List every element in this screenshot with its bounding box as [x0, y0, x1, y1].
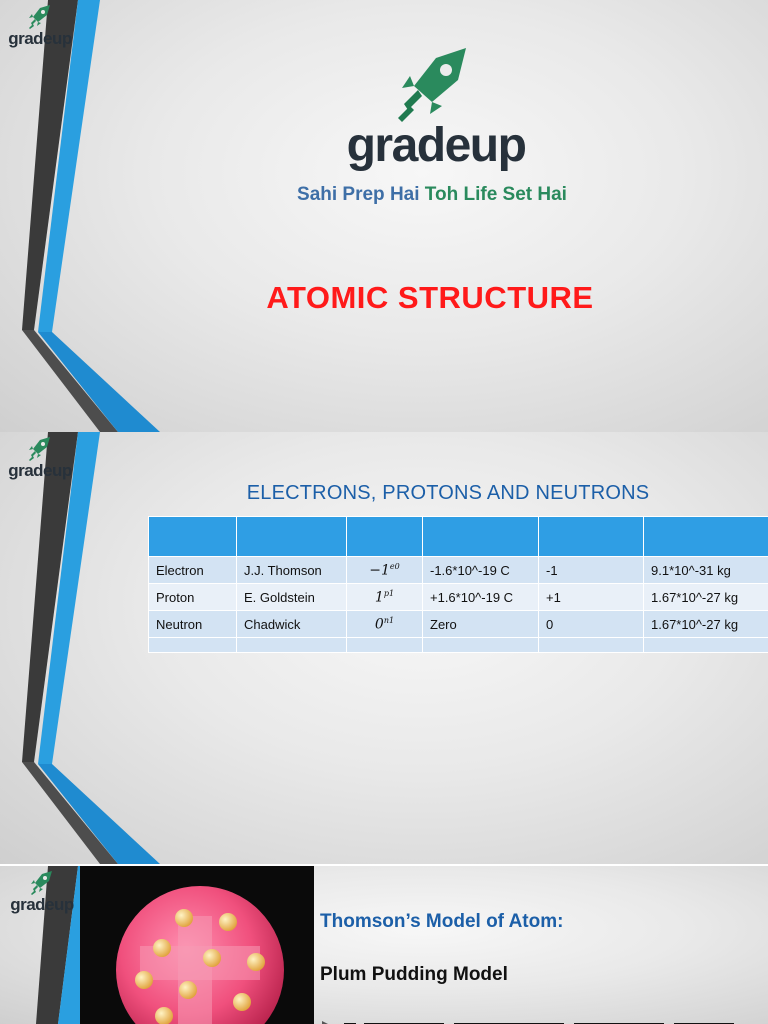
particle-symbol: $-1^{e0}$ — [347, 557, 423, 584]
rocket-icon — [28, 436, 52, 462]
title-slide — [0, 0, 768, 432]
tagline — [240, 184, 624, 206]
relative-charge: 0 — [539, 611, 644, 638]
rocket-icon — [28, 4, 52, 30]
corner-logo — [6, 436, 74, 480]
discoverer: Chadwick — [237, 611, 347, 638]
discoverer: J.J. Thomson — [237, 557, 347, 584]
particle-symbol: $0^{n1}$ — [347, 611, 423, 638]
particle-mass: 1.67*10^-27 kg — [644, 611, 768, 638]
corner-logo-word: gradeup — [8, 29, 72, 48]
charge-coulomb: +1.6*10^-19 C — [423, 584, 539, 611]
section-heading: Thomson’s Model of Atom: — [320, 911, 564, 932]
thomson-slide — [0, 866, 768, 1024]
particle-name: Electron — [149, 557, 237, 584]
particle-mass: 9.1*10^-31 kg — [644, 557, 768, 584]
decorative-stripes — [0, 0, 170, 432]
corner-logo-word: gradeup — [10, 895, 74, 914]
tagline-part-1: Sahi Prep Hai — [297, 184, 420, 205]
particle-name: Proton — [149, 584, 237, 611]
table-row — [149, 557, 768, 584]
header-cell — [539, 517, 644, 557]
table-row — [149, 584, 768, 611]
header-cell — [423, 517, 539, 557]
header-cell — [149, 517, 237, 557]
particle-name: Neutron — [149, 611, 237, 638]
slide-title: ATOMIC STRUCTURE — [266, 280, 594, 315]
charge-coulomb: Zero — [423, 611, 539, 638]
particles-slide — [0, 432, 768, 864]
rocket-icon — [30, 870, 54, 896]
header-cell — [644, 517, 768, 557]
slide-title: ELECTRONS, PROTONS AND NEUTRONS — [246, 482, 650, 504]
rocket-icon — [396, 46, 472, 122]
corner-logo — [6, 4, 74, 48]
relative-charge: +1 — [539, 584, 644, 611]
discoverer: E. Goldstein — [237, 584, 347, 611]
decorative-stripes — [0, 432, 170, 864]
bullet-arrow-icon — [320, 1019, 760, 1024]
bullet-line-partial — [320, 1014, 760, 1024]
section-subheading: Plum Pudding Model — [320, 964, 508, 985]
table-row — [149, 638, 768, 653]
tagline-part-2: Toh Life Set Hai — [424, 184, 567, 205]
corner-logo — [8, 870, 76, 914]
particle-symbol: $1^{p1}$ — [347, 584, 423, 611]
plum-pudding-illustration — [80, 866, 314, 1024]
table-header-row — [149, 517, 768, 557]
header-cell — [237, 517, 347, 557]
relative-charge: -1 — [539, 557, 644, 584]
charge-coulomb: -1.6*10^-19 C — [423, 557, 539, 584]
particle-mass: 1.67*10^-27 kg — [644, 584, 768, 611]
atom-sphere-image — [80, 866, 314, 1024]
table-row — [149, 611, 768, 638]
header-cell — [347, 517, 423, 557]
corner-logo-word: gradeup — [8, 461, 72, 480]
particles-table — [148, 516, 768, 653]
main-logo-word: gradeup — [346, 119, 526, 172]
